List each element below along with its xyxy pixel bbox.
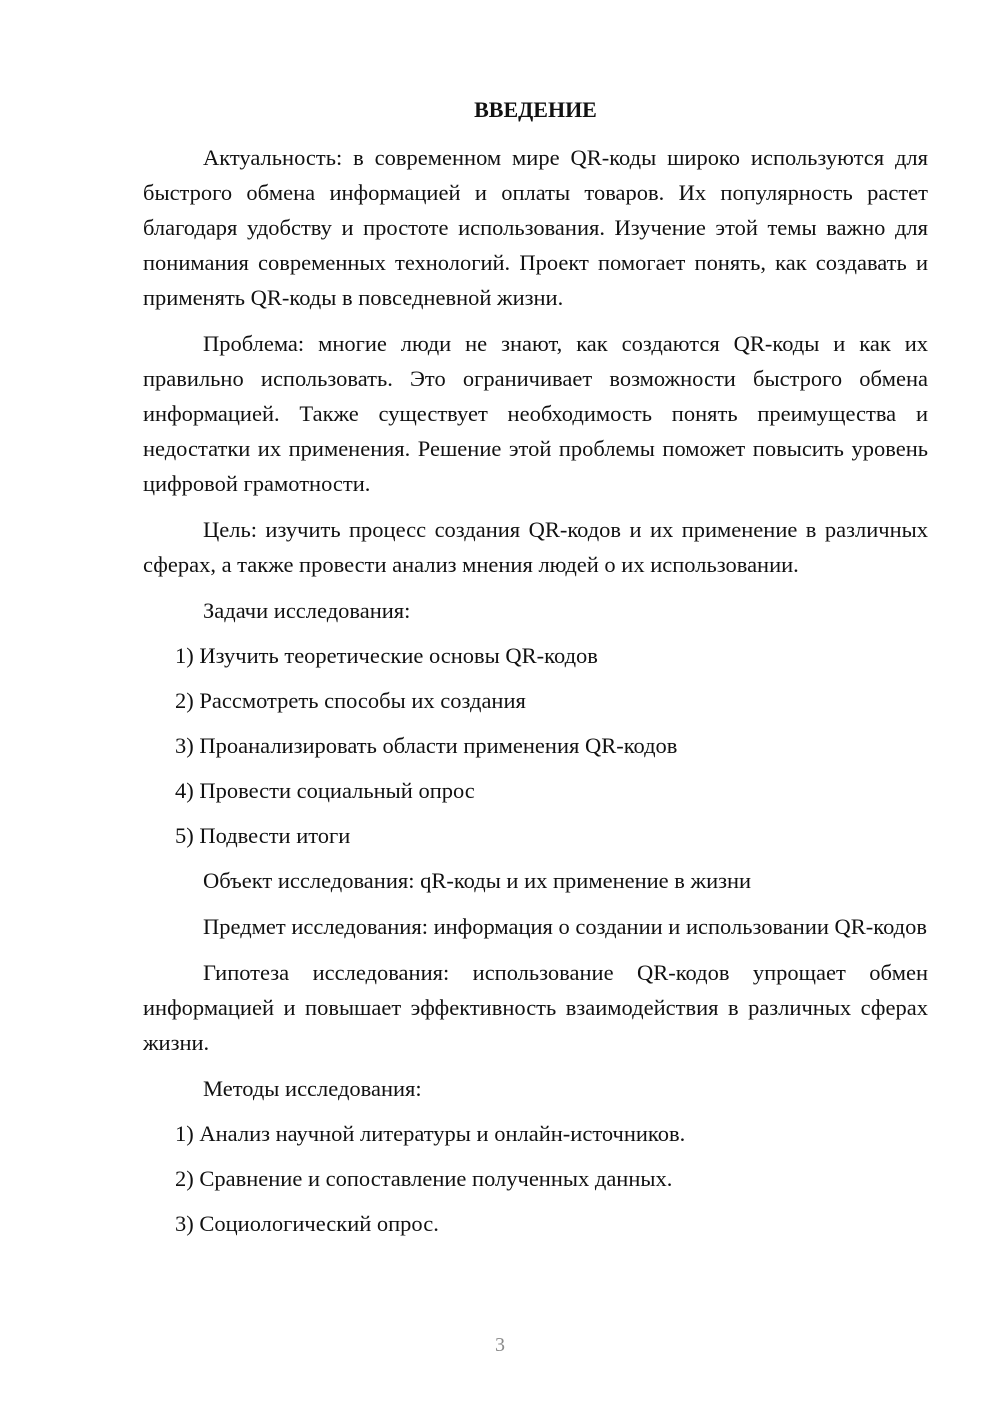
tasks-label: Задачи исследования: xyxy=(203,598,411,623)
problem-paragraph: Проблема: многие люди не знают, как создаются QR-коды и как их правильно использовать. Это ограничивает возможности быстрого обмена информацией. Также существует необходимость понять преимущества и недостатки их применения. Решение этой проблемы поможет повысить уровень цифровой грамотности. xyxy=(143,331,928,496)
list-item: 5) Подвести итоги xyxy=(175,823,351,848)
methods-label: Методы исследования: xyxy=(203,1076,422,1101)
methods-list xyxy=(143,1116,928,1241)
list-item: 3) Социологический опрос. xyxy=(175,1211,439,1236)
tasks-list xyxy=(143,638,928,853)
list-item: 1) Анализ научной литературы и онлайн-источников. xyxy=(175,1121,686,1146)
goal-paragraph: Цель: изучить процесс создания QR-кодов и их применение в различных сферах, а также провести анализ мнения людей о их использовании. xyxy=(143,517,928,577)
list-item: 2) Рассмотреть способы их создания xyxy=(175,688,526,713)
relevance-paragraph: Актуальность: в современном мире QR-коды широко используются для быстрого обмена информацией и оплаты товаров. Их популярность растет благодаря удобству и простоте использования. Изучение этой темы важно для понимания современных технологий. Проект помогает понять, как создавать и применять QR-коды в повседневной жизни. xyxy=(143,145,928,310)
list-item: 2) Сравнение и сопоставление полученных данных. xyxy=(175,1166,673,1191)
object-paragraph: Объект исследования: qR-коды и их применение в жизни xyxy=(203,868,752,893)
list-item: 1) Изучить теоретические основы QR-кодов xyxy=(175,643,598,668)
hypothesis-paragraph: Гипотеза исследования: использование QR-кодов упрощает обмен информацией и повышает эффективность взаимодействия в различных сферах жизни. xyxy=(143,960,928,1055)
document-page xyxy=(143,92,928,1251)
page-title: ВВЕДЕНИЕ xyxy=(474,97,597,122)
page-number: 3 xyxy=(495,1334,505,1356)
list-item: 4) Провести социальный опрос xyxy=(175,778,475,803)
subject-paragraph: Предмет исследования: информация о создании и использовании QR-кодов xyxy=(203,914,927,939)
list-item: 3) Проанализировать области применения QR-кодов xyxy=(175,733,678,758)
